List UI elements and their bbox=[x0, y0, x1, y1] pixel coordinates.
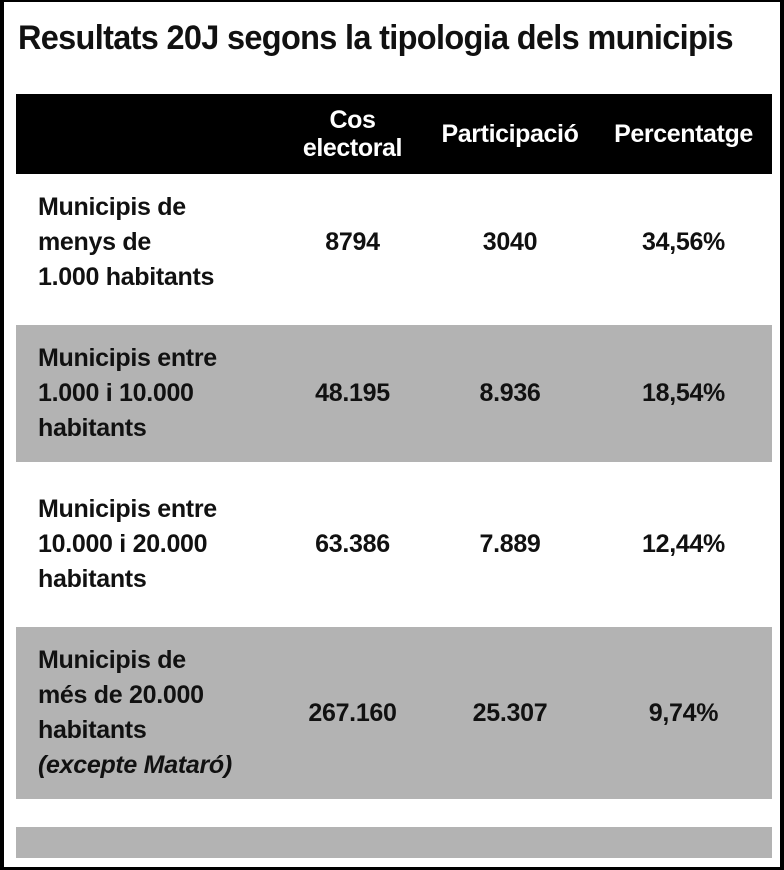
row-spacer-cell bbox=[16, 613, 772, 627]
cell-participacio: 3040 bbox=[425, 174, 595, 311]
column-header-cos-electoral-line1: Cos bbox=[329, 106, 376, 134]
cell-percentatge: 34,56% bbox=[595, 174, 772, 311]
table-row bbox=[16, 325, 772, 462]
table-header-row bbox=[16, 94, 772, 174]
cell-percentatge: 18,54% bbox=[595, 325, 772, 462]
cell-participacio: 8.936 bbox=[425, 325, 595, 462]
column-header-cos-electoral-line2: electoral bbox=[302, 134, 403, 162]
row-label-line: 1.000 habitants bbox=[38, 263, 215, 291]
row-spacer bbox=[16, 613, 772, 627]
row-label-line: Municipis entre bbox=[38, 495, 217, 523]
row-label-line: habitants bbox=[38, 565, 147, 593]
table-row bbox=[16, 627, 772, 799]
cell-percentatge: 9,74% bbox=[595, 627, 772, 799]
row-label-line: Municipis entre bbox=[38, 344, 217, 372]
row-label-line: habitants bbox=[38, 716, 147, 744]
row-label-cell bbox=[16, 174, 280, 311]
cell-cos-electoral: 48.195 bbox=[280, 325, 425, 462]
results-table bbox=[16, 94, 772, 870]
cell-participacio: 25.307 bbox=[425, 627, 595, 799]
column-header-participacio: Participació bbox=[425, 94, 595, 174]
row-spacer-cell bbox=[16, 462, 772, 476]
cell-percentatge: 12,44% bbox=[595, 476, 772, 613]
row-label-line: més de 20.000 bbox=[38, 681, 204, 709]
column-header-cos-electoral bbox=[280, 94, 425, 174]
cell-participacio: 7.889 bbox=[425, 476, 595, 613]
footer-strip bbox=[16, 827, 772, 858]
cell-cos-electoral: 267.160 bbox=[280, 627, 425, 799]
column-header-percentatge: Percentatge bbox=[595, 94, 772, 174]
cell-cos-electoral: 63.386 bbox=[280, 476, 425, 613]
table-row bbox=[16, 476, 772, 613]
table-row bbox=[16, 174, 772, 311]
row-label-cell bbox=[16, 476, 280, 613]
row-label-line: menys de bbox=[38, 228, 151, 256]
row-label-cell bbox=[16, 325, 280, 462]
row-label-line: Municipis de bbox=[38, 193, 186, 221]
row-label-cell bbox=[16, 627, 280, 799]
row-spacer-cell bbox=[16, 311, 772, 325]
row-spacer-cell bbox=[16, 799, 772, 813]
table-body bbox=[16, 174, 772, 870]
column-header-category bbox=[16, 94, 280, 174]
row-label-line: 10.000 i 20.000 bbox=[38, 530, 208, 558]
row-spacer bbox=[16, 462, 772, 476]
row-spacer bbox=[16, 311, 772, 325]
page-title: Resultats 20J segons la tipologia dels municipis bbox=[18, 19, 733, 57]
cell-cos-electoral: 8794 bbox=[280, 174, 425, 311]
row-label-line: 1.000 i 10.000 bbox=[38, 379, 194, 407]
row-spacer bbox=[16, 799, 772, 813]
table-header bbox=[16, 94, 772, 174]
row-label-note: (excepte Mataró) bbox=[38, 751, 232, 779]
row-label-line: Municipis de bbox=[38, 646, 186, 674]
row-label-line: habitants bbox=[38, 414, 147, 442]
